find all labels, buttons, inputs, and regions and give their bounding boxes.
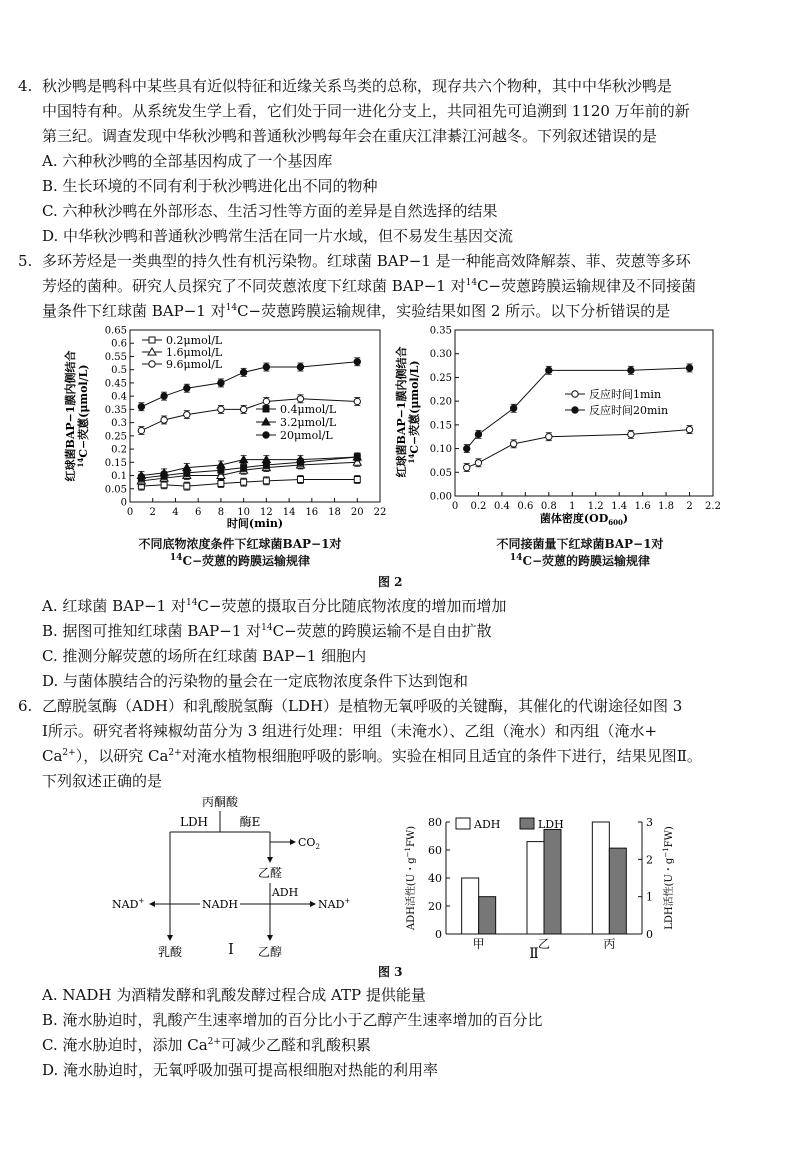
- y-tick-label: 0.15: [104, 457, 127, 469]
- figure-3-label: 图 3: [378, 965, 403, 979]
- y-tick-label: 0.25: [104, 431, 127, 443]
- y-tick-label: 80: [428, 816, 442, 829]
- question-number: 4.: [18, 77, 33, 95]
- option-text: C. 淹水胁迫时，添加 Ca: [42, 1036, 208, 1054]
- data-point: [297, 364, 303, 370]
- y-tick-label: 0.5: [111, 365, 127, 377]
- data-point: [464, 445, 470, 451]
- bar-ldh: [479, 897, 496, 934]
- option-d[interactable]: D. 与菌体膜结合的污染物的量会在一定底物浓度条件下达到饱和: [42, 672, 469, 690]
- x-tick-label: 20: [350, 507, 364, 518]
- stem-text: 芳烃的菌种。研究人员探究了不同荧蒽浓度下红球菌 BAP−1 对: [42, 277, 466, 295]
- superscript: 14: [465, 278, 478, 288]
- stem-text: 秋沙鸭是鸭科中某些具有近似特征和近缘关系鸟类的总称，现存共六个物种，其中中华秋沙鸭是: [42, 77, 673, 95]
- question-4-stem-line: [18, 124, 788, 149]
- legend-swatch-adh: [456, 818, 470, 829]
- y2-axis-label-text: LDH活性(U・$g^{-1}FW$): [662, 826, 675, 930]
- question-6: [18, 694, 788, 794]
- co2-label: $CO_2$: [298, 836, 320, 851]
- stem-text: C−荧蒽跨膜运输规律，实验结果如图 2 所示。以下分析错误的是: [237, 302, 671, 320]
- data-point: [475, 460, 481, 466]
- option-c[interactable]: C. 六种秋沙鸭在外部形态、生活习性等方面的差异是自然选择的结果: [42, 202, 498, 220]
- option-b[interactable]: [18, 619, 788, 644]
- question-5-stem-line: [18, 249, 788, 274]
- y-axis-label: [63, 351, 90, 482]
- y-tick-label: 0.35: [104, 404, 127, 416]
- stem-text: 下列叙述正确的是: [42, 772, 163, 790]
- panel-i-label: Ⅰ: [228, 940, 234, 958]
- option-d[interactable]: D. 中华秋沙鸭和普通秋沙鸭常生活在同一片水域，但不易发生基因交流: [42, 227, 514, 245]
- legend-label: 3.2μmol/L: [280, 416, 337, 429]
- data-point: [354, 359, 360, 365]
- data-point: [218, 480, 224, 486]
- question-4-stem-line: [18, 74, 788, 99]
- y-tick-label: 0.1: [111, 471, 127, 483]
- bar-adh: [462, 878, 479, 934]
- x-tick-label: 0: [451, 501, 459, 512]
- bar-adh: [592, 822, 609, 934]
- superscript: 14: [509, 553, 523, 563]
- x-tick-label: 0: [126, 507, 134, 518]
- superscript: 2+: [62, 748, 76, 758]
- option-text: 可减少乙醛和乳酸积累: [220, 1036, 371, 1054]
- y-tick-label: 0: [120, 497, 127, 509]
- y-tick-label: 0: [435, 928, 442, 941]
- lactic-acid-label: 乳酸: [157, 945, 183, 959]
- option-text: A. 红球菌 BAP−1 对: [42, 597, 186, 615]
- stem-text: Ⅰ所示。研究者将辣椒幼苗分为 3 组进行处理：甲组（未淹水）、乙组（淹水）和丙组（淹水+: [42, 722, 658, 740]
- question-5-stem-line: [18, 299, 788, 324]
- option-text: C−荧蒽的摄取百分比随底物浓度的增加而增加: [197, 597, 507, 615]
- y2-tick-label: 3: [646, 816, 653, 829]
- data-point: [184, 483, 190, 489]
- data-point: [546, 367, 552, 373]
- data-point: [161, 482, 167, 488]
- data-point: [218, 380, 224, 386]
- data-point: [263, 364, 269, 370]
- acetaldehyde-label: 乙醛: [257, 866, 283, 880]
- data-point: [628, 431, 634, 437]
- legend-label: 反应时间20min: [589, 404, 669, 417]
- superscript: 2+: [207, 1037, 221, 1047]
- data-point: [184, 411, 190, 417]
- x-tick-label: 12: [259, 507, 273, 518]
- y-tick-label: 0.65: [104, 325, 127, 337]
- stem-text: 中国特有种。从系统发生学上看，它们处于同一进化分支上，共同祖先可追溯到 1120 万年前的新: [42, 102, 690, 120]
- x-tick-label: 1: [569, 501, 576, 512]
- x-tick-label: 0.4: [493, 501, 510, 512]
- question-number: 6.: [18, 697, 33, 715]
- y-axis-label-line: $^{14}$C−荧蒽(μmol/L): [407, 360, 421, 464]
- data-point: [161, 393, 167, 399]
- y-tick-label: 0.05: [104, 484, 127, 496]
- bar-ldh: [544, 829, 561, 934]
- series-line: [141, 480, 357, 487]
- nadh-label: NADH: [202, 898, 238, 911]
- series-line: [141, 462, 357, 481]
- x-axis-label: 菌体密度$(OD_{600})$: [539, 512, 629, 527]
- plot-frame: [455, 330, 713, 496]
- stem-text: 对淹水植物根细胞呼吸的影响。实验在相同且适宜的条件下进行，结果见图Ⅱ。: [181, 747, 702, 765]
- x-tick-label: 4: [172, 507, 179, 518]
- y2-tick-label: 0: [646, 928, 653, 941]
- data-point: [475, 431, 481, 437]
- option-text: C−荧蒽的跨膜运输不是自由扩散: [272, 622, 492, 640]
- chart-inoculum-density: [395, 322, 725, 534]
- chart2-caption: [460, 535, 700, 569]
- legend-swatch-ldh: [520, 818, 534, 829]
- data-point: [297, 396, 303, 402]
- data-point: [138, 404, 144, 410]
- y-axis-label-line: 红球菌BAP−1膜内侧结合: [395, 346, 408, 478]
- y-tick-label: 0.30: [429, 349, 452, 361]
- legend-label: 0.2μmol/L: [166, 334, 223, 347]
- superscript: 2+: [168, 748, 182, 758]
- superscript: 14: [185, 598, 198, 608]
- question-4-stem-line: [18, 99, 788, 124]
- x-category-label: 乙: [537, 937, 551, 951]
- x-tick-label: 18: [328, 507, 341, 518]
- question-6-stem-line: [18, 769, 788, 794]
- option-a[interactable]: [18, 594, 788, 619]
- chart-enzyme-activity: [400, 812, 680, 962]
- data-point: [149, 361, 155, 367]
- data-point: [686, 426, 692, 432]
- chart1-caption: [100, 535, 380, 569]
- y-tick-label: 0.15: [429, 420, 452, 432]
- y-axis-label: [404, 826, 417, 931]
- legend-label: LDH: [538, 818, 564, 831]
- y-tick-label: 0.20: [429, 396, 452, 408]
- y-tick-label: 0.4: [111, 391, 127, 403]
- stem-text: Ca: [42, 747, 63, 765]
- data-point: [297, 477, 303, 483]
- caption-text: C−荧蒽的跨膜运输规律: [182, 554, 311, 568]
- pyruvate-label: 丙酮酸: [201, 795, 239, 809]
- option-d[interactable]: D. 淹水胁迫时，无氧呼吸加强可提高根细胞对热能的利用率: [42, 1061, 439, 1079]
- series-line: [467, 430, 690, 468]
- y2-tick-label: 2: [646, 853, 653, 867]
- y2-axis-label: [662, 826, 675, 930]
- y-tick-label: 0.25: [429, 372, 452, 384]
- ldh-label: LDH: [179, 815, 209, 829]
- nad-left-label: NAD+: [112, 897, 145, 911]
- data-point: [510, 441, 516, 447]
- stem-text: 量条件下红球菌 BAP−1 对: [42, 302, 226, 320]
- x-category-label: 丙: [603, 937, 616, 951]
- data-point: [354, 477, 360, 483]
- data-point: [263, 406, 269, 412]
- x-tick-label: 0.6: [517, 501, 534, 512]
- stem-text: 第三纪。调查发现中华秋沙鸭和普通秋沙鸭每年会在重庆江津綦江河越冬。下列叙述错误的是: [42, 127, 658, 145]
- superscript: 14: [225, 303, 238, 313]
- y-tick-label: 0.10: [429, 444, 452, 456]
- x-tick-label: 22: [373, 507, 387, 518]
- y-tick-label: 40: [428, 872, 442, 885]
- question-5-options: [18, 594, 788, 694]
- superscript: 14: [169, 553, 183, 563]
- caption-line: [100, 552, 380, 569]
- question-5: [18, 249, 788, 324]
- data-point: [138, 427, 144, 433]
- x-tick-label: 0.2: [470, 501, 487, 512]
- y-axis-label: [395, 347, 421, 478]
- option-c[interactable]: C. 推测分解荧蒽的场所在红球菌 BAP−1 细胞内: [42, 647, 367, 665]
- legend-label: 反应时间1min: [589, 388, 662, 401]
- data-point: [686, 365, 692, 371]
- stem-text: ），以研究 Ca: [75, 747, 169, 765]
- data-point: [263, 478, 269, 484]
- caption-line: 不同接菌量下红球菌BAP−1对: [496, 537, 664, 551]
- question-number: 5.: [18, 252, 33, 270]
- superscript: 14: [261, 623, 273, 633]
- data-point: [510, 405, 516, 411]
- y-tick-label: 0.2: [111, 444, 127, 456]
- x-category-label: 甲: [472, 937, 485, 951]
- option-b[interactable]: B. 生长环境的不同有利于秋沙鸭进化出不同的物种: [42, 177, 378, 195]
- stem-text: C−荧蒽跨膜运输规律及不同接菌: [477, 277, 697, 295]
- legend-label: 20μmol/L: [280, 429, 333, 442]
- x-tick-label: 14: [282, 507, 296, 518]
- y-tick-label: 20: [428, 900, 442, 913]
- x-tick-label: 0.8: [540, 501, 557, 512]
- bar-ldh: [609, 848, 626, 934]
- data-point: [464, 464, 470, 470]
- y-axis-label-line: $^{14}$C−荧蒽(μmol/L): [76, 364, 90, 468]
- x-tick-label: 1.6: [634, 501, 651, 512]
- x-tick-label: 16: [305, 507, 319, 518]
- x-tick-label: 2: [686, 501, 693, 512]
- data-point: [240, 369, 246, 375]
- caption-text: C−荧蒽的跨膜运输规律: [522, 554, 651, 568]
- option-b[interactable]: B. 淹水胁迫时，乳酸产生速率增加的百分比小于乙醇产生速率增加的百分比: [42, 1011, 543, 1029]
- x-tick-label: 2.2: [705, 501, 721, 512]
- panel-ii-label: Ⅱ: [529, 946, 539, 962]
- x-tick-label: 2: [149, 507, 156, 518]
- legend-label: 1.6μmol/L: [166, 346, 223, 359]
- stem-text: 多环芳烃是一类典型的持久性有机污染物。红球菌 BAP−1 是一种能高效降解萘、菲、荧蒽等多环: [42, 252, 691, 270]
- y-tick-label: 0.00: [429, 491, 452, 503]
- nad-right-label: NAD+: [318, 897, 351, 911]
- data-point: [263, 398, 269, 404]
- y-tick-label: 0.05: [429, 467, 452, 479]
- data-point: [354, 398, 360, 404]
- x-tick-label: 10: [237, 507, 251, 518]
- x-tick-label: 8: [217, 507, 225, 518]
- x-axis-label: 时间(min): [226, 517, 284, 530]
- option-c[interactable]: [18, 1033, 788, 1058]
- caption-line: 不同底物浓度条件下红球菌BAP−1对: [138, 537, 342, 551]
- option-a[interactable]: A. NADH 为酒精发酵和乳酸发酵过程合成 ATP 提供能量: [42, 986, 426, 1004]
- question-6-stem-line: [18, 694, 788, 719]
- data-point: [184, 385, 190, 391]
- y2-tick-label: 1: [646, 890, 653, 904]
- x-tick-label: 1.4: [611, 501, 628, 512]
- bar-adh: [527, 842, 544, 934]
- data-point: [218, 406, 224, 412]
- x-tick-label: 1.2: [587, 501, 604, 512]
- legend-label: 0.4μmol/L: [280, 403, 337, 416]
- caption-line: [460, 552, 700, 569]
- data-point: [572, 391, 578, 397]
- data-point: [149, 337, 155, 343]
- figure-2-label: 图 2: [378, 575, 403, 589]
- ethanol-label: 乙醇: [257, 945, 283, 959]
- question-6-stem-line: [18, 744, 788, 769]
- series-line: [141, 457, 357, 478]
- data-point: [572, 407, 578, 413]
- question-6-options: [18, 983, 788, 1083]
- y-tick-label: 0.35: [429, 325, 452, 337]
- question-6-stem-line: [18, 719, 788, 744]
- y-tick-label: 0.3: [111, 418, 127, 430]
- legend-label: 9.6μmol/L: [166, 358, 223, 371]
- option-text: B. 据图可推知红球菌 BAP−1 对: [42, 622, 262, 640]
- y-tick-label: 0.45: [104, 378, 127, 390]
- metabolic-pathway-diagram: [110, 792, 370, 962]
- y-tick-label: 0.55: [104, 351, 127, 363]
- option-a[interactable]: A. 六种秋沙鸭的全部基因构成了一个基因库: [42, 152, 333, 170]
- data-point: [241, 465, 247, 471]
- y-axis-label-line: 红球菌BAP−1膜内侧结合: [64, 350, 77, 482]
- chart-substrate-concentration: [60, 322, 390, 534]
- question-5-stem-line: [18, 274, 788, 299]
- adh-label: ADH: [271, 886, 299, 899]
- stem-text: 乙醇脱氢酶（ADH）和乳酸脱氢酶（LDH）是植物无氧呼吸的关键酶，其催化的代谢途径如图 3: [42, 697, 683, 715]
- data-point: [628, 367, 634, 373]
- x-tick-label: 6: [194, 507, 202, 518]
- y-axis-label-text: ADH活性(U・$g^{-1}FW$): [404, 825, 417, 931]
- x-tick-label: 1.8: [658, 501, 675, 512]
- data-point: [240, 406, 246, 412]
- data-point: [546, 434, 552, 440]
- data-point: [263, 432, 269, 438]
- y-tick-label: 60: [428, 844, 442, 857]
- data-point: [241, 479, 247, 485]
- y-tick-label: 0.6: [111, 338, 127, 350]
- question-4: [18, 74, 788, 249]
- enzyme-e-label: 酶E: [239, 815, 261, 829]
- legend-label: ADH: [474, 818, 501, 831]
- data-point: [161, 417, 167, 423]
